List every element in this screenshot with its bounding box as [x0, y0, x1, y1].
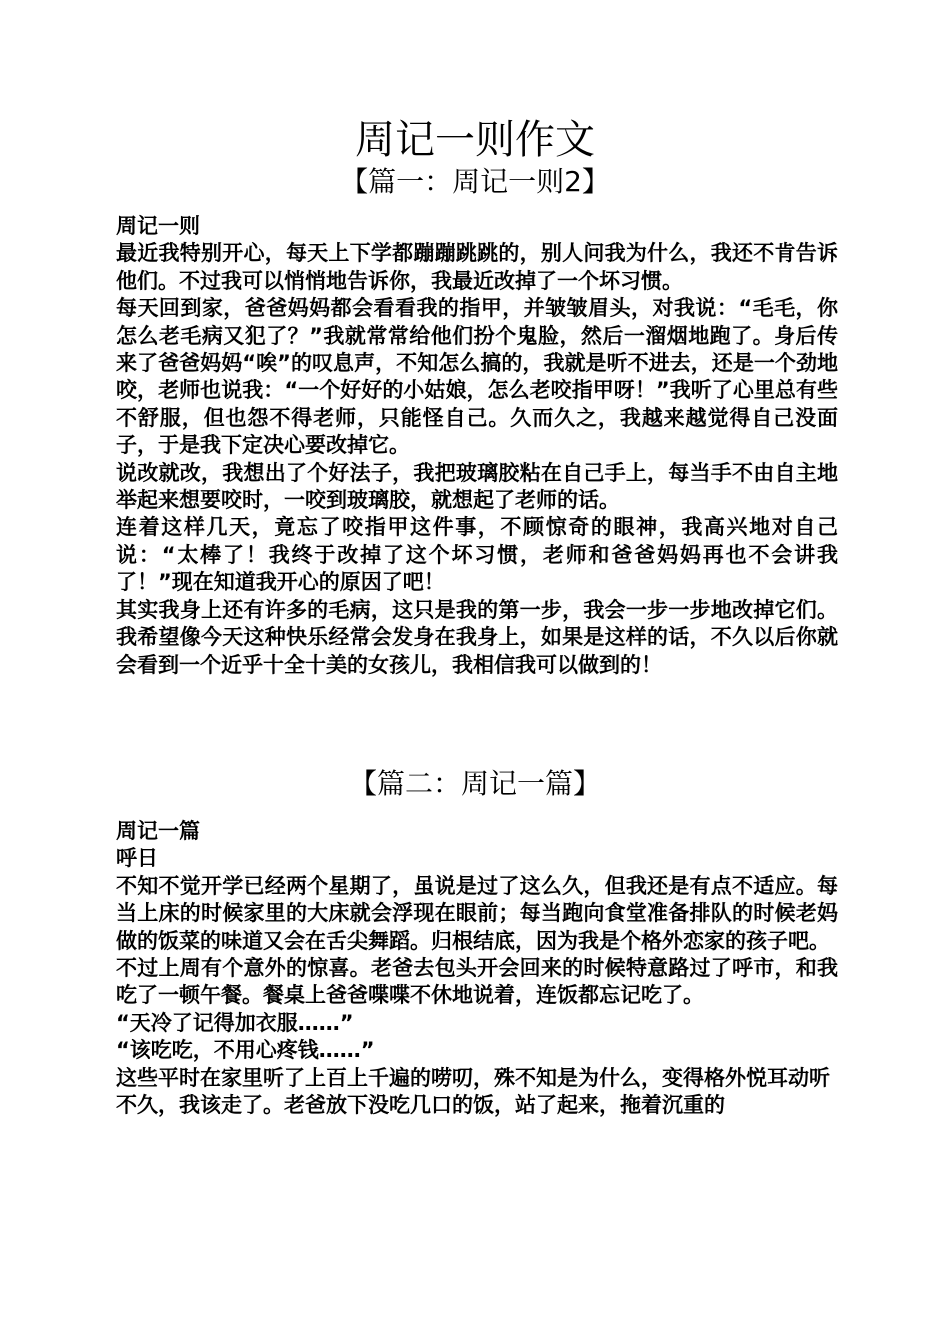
paragraph: 说改就改，我想出了个好法子，我把玻璃胶粘在自己手上，每当手不由自主地举起来想要咬时，一咬到玻璃胶，就想起了老师的话。	[116, 460, 838, 513]
paragraph: “该吃吃，不用心疼钱……”	[116, 1038, 375, 1063]
paragraph: 呼日	[116, 846, 158, 871]
section-2-heading: 【篇二：周记一篇】	[348, 767, 601, 800]
section-2-subtitle: 周记一篇	[116, 819, 200, 843]
paragraph: 最近我特别开心，每天上下学都蹦蹦跳跳的，别人问我为什么，我还不肯告诉他们。不过我可以悄悄地告诉你，我最近改掉了一个坏习惯。	[116, 241, 838, 293]
paragraph: 每天回到家，爸爸妈妈都会看看我的指甲，并皱皱眉头，对我说：“毛毛，你怎么老毛病又犯了？”我就常常给他们扮个鬼脸，然后一溜烟地跑了。身后传来了爸爸妈妈“唉”的叹息声，不知怎么搞的，我就是听不进去，还是一个劲地咬，老师也说我：“一个好好的小姑娘，怎么老咬指甲呀！”我听了心里总有些不舒服，但也怨不得老师，只能怪自己。久而久之，我越来越觉得自己没面子，于是我下定决心要改掉它。	[116, 296, 838, 458]
section-1-heading: 【篇一：周记一则2】	[340, 165, 610, 198]
paragraph: 这些平时在家里听了上百上千遍的唠叨，殊不知是为什么，变得格外悦耳动听	[116, 1065, 830, 1090]
section-1-subtitle: 周记一则	[116, 214, 200, 238]
paragraph: 其实我身上还有许多的毛病，这只是我的第一步，我会一步一步地改掉它们。我希望像今天这种快乐经常会发身在我身上，如果是这样的话，不久以后你就会看到一个近乎十全十美的女孩儿，我相信我可以做到的！	[116, 597, 838, 677]
paragraph: 不久，我该走了。老爸放下没吃几口的饭，站了起来，拖着沉重的	[116, 1093, 725, 1118]
paragraph: “天冷了记得加衣服……”	[116, 1010, 354, 1035]
paragraph: 不过上周有个意外的惊喜。老爸去包头开会回来的时候特意路过了呼市，和我吃了一顿午餐。餐桌上爸爸喋喋不休地说着，连饭都忘记吃了。	[116, 956, 838, 1008]
paragraph: 不知不觉开学已经两个星期了，虽说是过了这么久，但我还是有点不适应。每当上床的时候家里的大床就会浮现在眼前；每当跑向食堂准备排队的时候老妈做的饭菜的味道又会在舌尖舞蹈。归根结底，因为我是个格外恋家的孩子吧。	[116, 873, 838, 953]
document-title: 周记一则作文	[355, 117, 595, 163]
section-1-body	[116, 213, 838, 679]
section-2-body	[116, 818, 838, 1119]
paragraph: 连着这样几天，竟忘了咬指甲这件事，不顾惊奇的眼神，我高兴地对自己说：“太棒了！我终于改掉了这个坏习惯，老师和爸爸妈妈再也不会讲我了！”现在知道我开心的原因了吧！	[116, 515, 838, 595]
